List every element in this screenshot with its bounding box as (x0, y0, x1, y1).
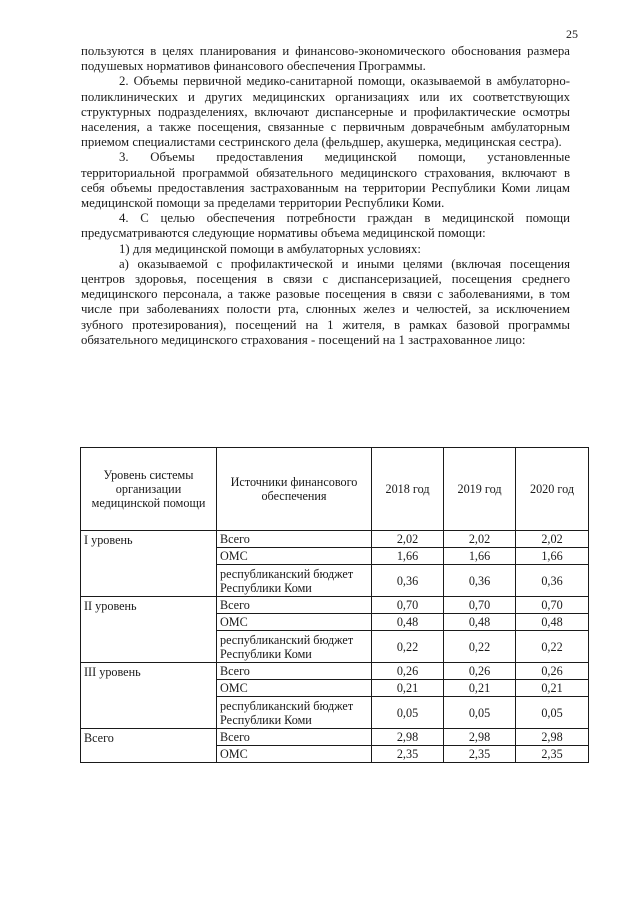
value-2020: 0,05 (516, 697, 589, 729)
value-2019: 1,66 (444, 548, 516, 565)
value-2020: 2,02 (516, 531, 589, 548)
level-cell: Всего (81, 729, 217, 763)
value-2019: 0,48 (444, 614, 516, 631)
header-year-2018: 2018 год (372, 448, 444, 531)
value-2020: 0,21 (516, 680, 589, 697)
value-2018: 0,48 (372, 614, 444, 631)
source-cell: Всего (217, 597, 372, 614)
source-cell: Всего (217, 531, 372, 548)
source-cell: республиканский бюджет Республики Коми (217, 631, 372, 663)
paragraph-continuation: пользуются в целях планирования и финансово-экономического обоснования размера подушевых нормативов финансового обеспечения Программы. (81, 44, 570, 74)
value-2020: 0,48 (516, 614, 589, 631)
source-cell: Всего (217, 729, 372, 746)
source-cell: ОМС (217, 746, 372, 763)
header-year-2020: 2020 год (516, 448, 589, 531)
value-2020: 0,70 (516, 597, 589, 614)
paragraph-item-2: 2. Объемы первичной медико-санитарной помощи, оказываемой в амбулаторно-поликлинических и других медицинских организациях или их соответствующих структурных подразделениях, включают диспансерные и профилактические осмотры населения, а также посещения, связанные с первичным доврачебным амбулаторным приемом специалистами сестринского дела (фельдшер, акушерка, медицинская сестра). (81, 74, 570, 150)
value-2020: 0,26 (516, 663, 589, 680)
value-2020: 0,22 (516, 631, 589, 663)
value-2018: 2,35 (372, 746, 444, 763)
value-2019: 2,35 (444, 746, 516, 763)
value-2020: 0,36 (516, 565, 589, 597)
value-2019: 2,98 (444, 729, 516, 746)
page-number: 25 (566, 27, 578, 41)
level-cell: II уровень (81, 597, 217, 663)
body-text (81, 44, 570, 348)
value-2019: 0,36 (444, 565, 516, 597)
source-cell: ОМС (217, 614, 372, 631)
header-source: Источники финансового обеспечения (217, 448, 372, 531)
paragraph-subitem-1: 1) для медицинской помощи в амбулаторных условиях: (119, 241, 421, 256)
paragraph-subitem-a: а) оказываемой с профилактической и иными целями (включая посещения центров здоровья, посещения в связи с диспансеризацией, посещения среднего медицинского персонала, а также разовые посещения в связи с заболеваниями, в том числе при заболеваниях полости рта, слюнных желез и челюстей, за исключением зубного протезирования), посещений на 1 жителя, в рамках базовой программы обязательного медицинского страхования - посещений на 1 застрахованное лицо: (81, 256, 570, 347)
source-cell: республиканский бюджет Республики Коми (217, 565, 372, 597)
value-2019: 0,21 (444, 680, 516, 697)
value-2020: 2,98 (516, 729, 589, 746)
value-2020: 2,35 (516, 746, 589, 763)
paragraph-item-4: 4. С целью обеспечения потребности граждан в медицинской помощи предусматриваются следующие нормативы объема медицинской помощи: (81, 211, 570, 241)
source-cell: республиканский бюджет Республики Коми (217, 697, 372, 729)
header-year-2019: 2019 год (444, 448, 516, 531)
table-header-row (81, 448, 589, 531)
source-cell: Всего (217, 663, 372, 680)
value-2018: 0,70 (372, 597, 444, 614)
value-2019: 0,22 (444, 631, 516, 663)
level-cell: III уровень (81, 663, 217, 729)
value-2018: 2,98 (372, 729, 444, 746)
table-row (81, 531, 589, 548)
value-2019: 2,02 (444, 531, 516, 548)
level-cell: I уровень (81, 531, 217, 597)
value-2020: 1,66 (516, 548, 589, 565)
header-level: Уровень системы организации медицинской помощи (81, 448, 217, 531)
value-2018: 0,21 (372, 680, 444, 697)
table-row (81, 597, 589, 614)
value-2018: 0,22 (372, 631, 444, 663)
value-2018: 1,66 (372, 548, 444, 565)
value-2018: 0,36 (372, 565, 444, 597)
value-2018: 0,05 (372, 697, 444, 729)
value-2019: 0,70 (444, 597, 516, 614)
value-2019: 0,05 (444, 697, 516, 729)
value-2019: 0,26 (444, 663, 516, 680)
norms-table (80, 447, 589, 763)
table-row (81, 663, 589, 680)
source-cell: ОМС (217, 548, 372, 565)
table-row (81, 729, 589, 746)
paragraph-item-3: 3. Объемы предоставления медицинской помощи, установленные территориальной программой обязательного медицинского страхования, включают в себя объемы предоставления застрахованным на территории Республики Коми лицам медицинской помощи за пределами территории Республики Коми. (81, 150, 570, 211)
source-cell: ОМС (217, 680, 372, 697)
value-2018: 0,26 (372, 663, 444, 680)
value-2018: 2,02 (372, 531, 444, 548)
